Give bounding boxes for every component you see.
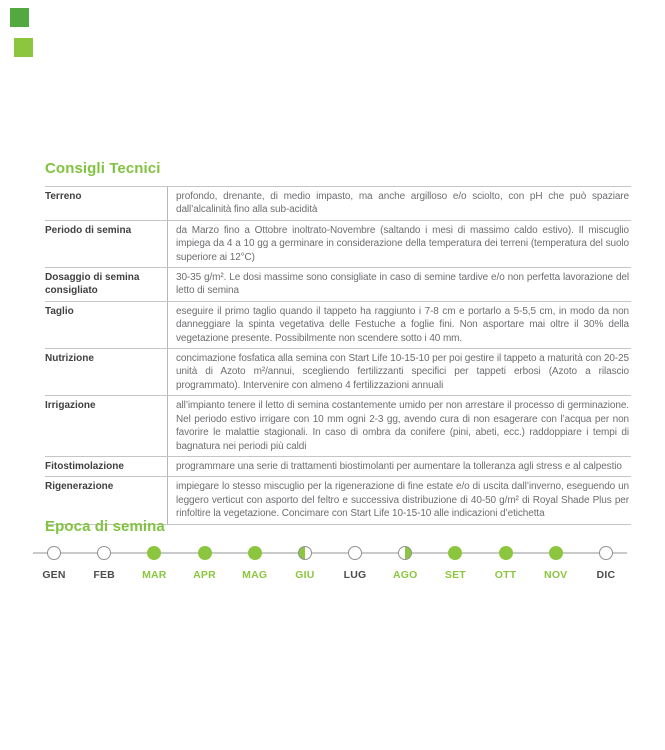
month-station-mag [234, 546, 276, 581]
month-dot-icon [398, 546, 412, 560]
month-station-lug [334, 546, 376, 581]
sowing-section-title: Epoca di semina [45, 518, 165, 535]
month-station-feb [83, 546, 125, 581]
row-value: profondo, drenante, di medio impasto, ma anche argilloso e/o sciolto, con pH che può spaziare dall’alcalinità fino alla sub-acidità [167, 187, 631, 220]
row-label: Taglio [45, 305, 74, 317]
row-label: Irrigazione [45, 400, 96, 412]
month-dot-icon [348, 546, 362, 560]
row-value: impiegare lo stesso miscuglio per la rigenerazione di fine estate e/o di uscita dall’inverno, eseguendo un leggero verticut con asporto del feltro e successiva distribuzione di 40-50 g/m² di Royal Shade Plus per rinfoltire la vegetazione. Concimare con Start Life 10-15-10 alle indicazioni d’etichetta [167, 477, 631, 523]
month-label: GEN [42, 569, 66, 581]
month-station-gen [33, 546, 75, 581]
row-value: concimazione fosfatica alla semina con Start Life 10-15-10 per poi gestire il tappeto a maturità con 20-25 unità di Azoto m²/annui, scegliendo fertilizzanti specifici per tappeti erbosi (Azoto a rilascio programmato). Intervenire con almeno 4 fertilizzazioni annuali [167, 349, 631, 395]
month-station-mar [133, 546, 175, 581]
table-row-periodo-di-semina [45, 221, 631, 268]
corner-decoration-square-dark [10, 8, 29, 27]
row-label: Rigenerazione [45, 481, 114, 493]
row-value: eseguire il primo taglio quando il tappeto ha raggiunto i 7-8 cm e portarlo a 5-5,5 cm, in modo da non danneggiare la spinta vegetativa delle Festuche a foglie fini. Non asportare mai oltre il 30% della vegetazione presente. Possibilmente non scendere sotto i 40 mm. [167, 302, 631, 348]
month-station-apr [184, 546, 226, 581]
month-label: FEB [93, 569, 115, 581]
month-label: OTT [494, 569, 517, 581]
row-label: Dosaggio di semina consigliato [45, 272, 140, 297]
month-label: DIC [596, 569, 616, 581]
table-row-taglio [45, 302, 631, 349]
row-label: Nutrizione [45, 353, 94, 365]
month-dot-icon [448, 546, 462, 560]
month-label: MAR [142, 569, 167, 581]
month-label: NOV [544, 569, 568, 581]
month-station-nov [535, 546, 577, 581]
month-station-dic [585, 546, 627, 581]
tech-section-title: Consigli Tecnici [45, 160, 161, 177]
month-station-ott [485, 546, 527, 581]
tech-advice-table [45, 186, 631, 525]
month-station-ago [384, 546, 426, 581]
month-dot-icon [198, 546, 212, 560]
month-dot-icon [499, 546, 513, 560]
table-row-dosaggio [45, 268, 631, 302]
row-label: Fitostimolazione [45, 460, 124, 472]
month-dot-icon [599, 546, 613, 560]
month-label: APR [193, 569, 216, 581]
month-label: GIU [295, 569, 315, 581]
month-dot-icon [549, 546, 563, 560]
row-value: da Marzo fino a Ottobre inoltrato-Novembre (saltando i mesi di massimo caldo estivo). Il miscuglio impiega da 4 a 10 gg a germinare in considerazione della temperatura dei terreni (temperatura del suolo superiore ai 12°C) [167, 221, 631, 267]
month-label: AGO [392, 569, 418, 581]
month-dot-icon [248, 546, 262, 560]
row-value: 30-35 g/m². Le dosi massime sono consigliate in caso di semine tardive e/o non perfetta lavorazione del letto di semina [167, 268, 631, 301]
table-row-nutrizione [45, 349, 631, 396]
month-station-giu [284, 546, 326, 581]
month-station-set [434, 546, 476, 581]
corner-decoration-square-light [14, 38, 33, 57]
sowing-timeline [33, 546, 627, 581]
month-dot-icon [47, 546, 61, 560]
month-dot-icon [97, 546, 111, 560]
month-label: SET [444, 569, 466, 581]
table-row-fitostimolazione [45, 457, 631, 477]
month-dot-icon [147, 546, 161, 560]
row-label: Terreno [45, 191, 82, 202]
month-label: MAG [242, 569, 268, 581]
row-value: programmare una serie di trattamenti biostimolanti per aumentare la tolleranza agli stress e al calpestio [167, 457, 631, 476]
table-row-irrigazione [45, 396, 631, 457]
month-label: LUG [343, 569, 367, 581]
row-value: all’impianto tenere il letto di semina costantemente umido per non arrestare il processo di germinazione. Nel periodo estivo irrigare con 10 mm ogni 2-3 gg, avendo cura di non esagerare con l’acqua per non favorire le malattie stagionali. In caso di ombra da conifere (pini, abeti, ecc.) raddoppiare i tempi di bagnatura nei periodi più caldi [167, 396, 631, 456]
table-row-terreno [45, 187, 631, 221]
row-label: Periodo di semina [45, 224, 132, 236]
month-dot-icon [298, 546, 312, 560]
